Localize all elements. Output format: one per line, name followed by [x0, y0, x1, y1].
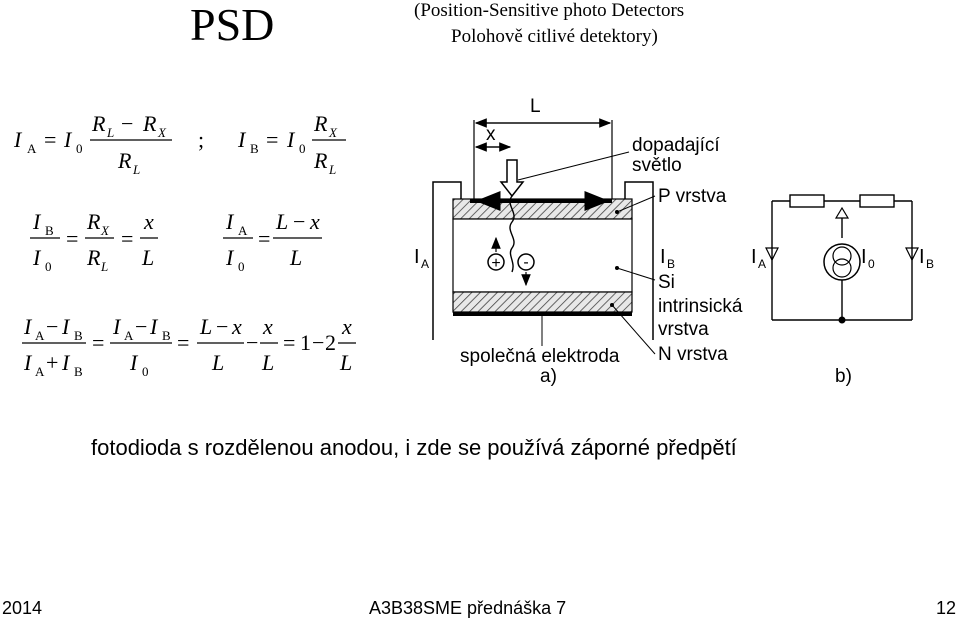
junction-dot [839, 317, 846, 324]
eq1-minus: − [121, 111, 134, 136]
leader-p-dot [615, 210, 619, 214]
eq2-i0-b: I [226, 245, 234, 270]
label-intrinsicka: intrinsická [658, 296, 743, 317]
eq3-minus-3: − [216, 314, 229, 339]
eq3-equals-1: = [92, 330, 105, 355]
eq2-equals-2: = [121, 226, 134, 251]
eq1-i0-2-sub: 0 [299, 141, 306, 156]
wiper-arrow-icon [836, 208, 848, 218]
eq1-i0: I [64, 127, 72, 152]
eq2-rx: R [87, 209, 101, 234]
eq2-i0-b-sub: 0 [238, 259, 245, 274]
eq1-rl-2: R [314, 148, 328, 173]
eq1-ia-sub: A [27, 141, 37, 156]
ia-label-sub: A [421, 257, 430, 271]
eq2-x: x [144, 209, 154, 234]
n-layer [453, 292, 632, 312]
eq2-l-den: L [290, 245, 303, 270]
eq3-l-num: L [200, 314, 213, 339]
eq3-ib-2-sub: B [162, 328, 171, 343]
eq3-x-2: x [263, 314, 273, 339]
eq3-two: 2 [325, 330, 336, 355]
label-n-vrstva: N vrstva [658, 344, 728, 365]
eq2-i0-sub: 0 [45, 259, 52, 274]
incident-light-arrow-icon [501, 160, 523, 196]
footer-course: A3B38SME přednáška 7 [369, 598, 567, 618]
leader-n-dot [610, 303, 614, 307]
leader-si-dot [615, 266, 619, 270]
label-si: Si [658, 272, 675, 293]
eq2-l-num: L [276, 209, 289, 234]
eq1-ib-sub: B [250, 141, 259, 156]
eq2-ia-sub: A [238, 223, 248, 238]
hole-sign: + [491, 255, 501, 272]
eq3-ia: I [24, 314, 32, 339]
subtitle-english: (Position-Sensitive photo Detectors [414, 0, 685, 21]
eq1-i0-2: I [287, 127, 295, 152]
eq1-semicolon: ; [198, 127, 205, 152]
eq3-minus-2: − [135, 314, 148, 339]
common-electrode-bar [453, 312, 632, 316]
eq3-minus-4: − [246, 330, 259, 355]
eq1-i0-sub: 0 [76, 141, 83, 156]
eq1-rl-den: R [118, 148, 132, 173]
current-source-icon [824, 244, 860, 280]
eq1-rl-num: R [92, 111, 106, 136]
eq3-l-den: L [212, 350, 225, 375]
fig-b-ia-sub: A [758, 257, 767, 271]
eq3-ia-2-sub: A [124, 328, 134, 343]
eq1-rl-2-sub: L [329, 162, 337, 177]
eq3-ia-2: I [113, 314, 121, 339]
label-p-vrstva: P vrstva [658, 186, 727, 207]
dim-x-label: x [486, 124, 496, 145]
eq1-rx-sub: X [158, 125, 166, 140]
figure-b-label: b) [835, 366, 852, 387]
eq3-l-3: L [340, 350, 353, 375]
resistor-right-icon [860, 195, 894, 207]
eq3-ib-sub: B [74, 328, 83, 343]
page-title: PSD [190, 0, 275, 50]
eq3-equals-2: = [177, 330, 190, 355]
psd-cross-section [414, 96, 743, 387]
eq1-equals-2: = [266, 127, 279, 152]
eq3-i0-sub: 0 [142, 364, 149, 379]
eq3-ib-2: I [150, 314, 158, 339]
eq2-equals-3: = [258, 226, 271, 251]
eq3-minus-1: − [46, 314, 59, 339]
eq1-rx-2: R [314, 111, 328, 136]
eq1-ib: I [238, 127, 246, 152]
ib-label-sub: B [667, 257, 676, 271]
eq1-rx: R [143, 111, 157, 136]
eq3-x-3: x [342, 314, 352, 339]
eq2-rl: R [87, 245, 101, 270]
eq2-rl-sub: L [101, 259, 109, 274]
resistor-left-icon [790, 195, 824, 207]
eq2-rx-sub: X [101, 223, 109, 238]
figure-a-label: a) [540, 366, 557, 387]
figure-caption: fotodioda s rozdělenou anodou, i zde se používá záporné předpětí [91, 435, 737, 460]
fig-b-ia: I [751, 246, 757, 268]
eq3-one: 1 [300, 330, 311, 355]
eq3-ia-d: I [24, 350, 32, 375]
eq2-x-num: x [310, 209, 320, 234]
fig-b-i0-sub: 0 [868, 257, 875, 271]
eq2-minus: − [293, 209, 306, 234]
ib-label: I [660, 246, 666, 268]
intrinsic-layer [453, 219, 632, 292]
eq2-ib-sub: B [45, 223, 54, 238]
label-spolecna-elektroda: společná elektroda [460, 346, 620, 367]
eq3-ia-sub: A [35, 328, 45, 343]
eq3-l-2: L [262, 350, 275, 375]
eq3-ib-d-sub: B [74, 364, 83, 379]
label-svetlo: světlo [632, 155, 682, 176]
eq3-ib-d: I [62, 350, 70, 375]
eq2-equals-1: = [66, 226, 79, 251]
eq1-equals: = [44, 127, 57, 152]
footer-page-number: 12 [936, 598, 957, 618]
eq2-l: L [142, 245, 155, 270]
eq2-ia: I [226, 209, 234, 234]
electron-sign: - [523, 254, 529, 271]
label-dopadajici: dopadající [632, 135, 720, 156]
eq3-x-num: x [232, 314, 242, 339]
fig-b-i0: I [861, 246, 867, 268]
eq3-minus-5: − [312, 330, 325, 355]
eq3-equals-3: = [283, 330, 296, 355]
dim-l-label: L [530, 96, 541, 117]
psd-equivalent-circuit [751, 195, 934, 387]
eq2-i0: I [33, 245, 41, 270]
subtitle-czech: Polohově citlivé detektory) [451, 26, 658, 47]
fig-b-ib-sub: B [926, 257, 935, 271]
eq3-ia-d-sub: A [35, 364, 45, 379]
eq1-rx-2-sub: X [329, 125, 337, 140]
eq1-rl-den-sub: L [133, 162, 141, 177]
eq2-ib: I [33, 209, 41, 234]
eq3-ib: I [62, 314, 70, 339]
eq1-ia: I [14, 127, 22, 152]
footer-year: 2014 [2, 598, 43, 618]
eq3-plus: + [46, 350, 59, 375]
eq3-i0: I [130, 350, 138, 375]
label-vrstva: vrstva [658, 319, 709, 340]
fig-b-ib: I [919, 246, 925, 268]
eq1-rl-num-sub: L [107, 125, 115, 140]
ia-label: I [414, 246, 420, 268]
